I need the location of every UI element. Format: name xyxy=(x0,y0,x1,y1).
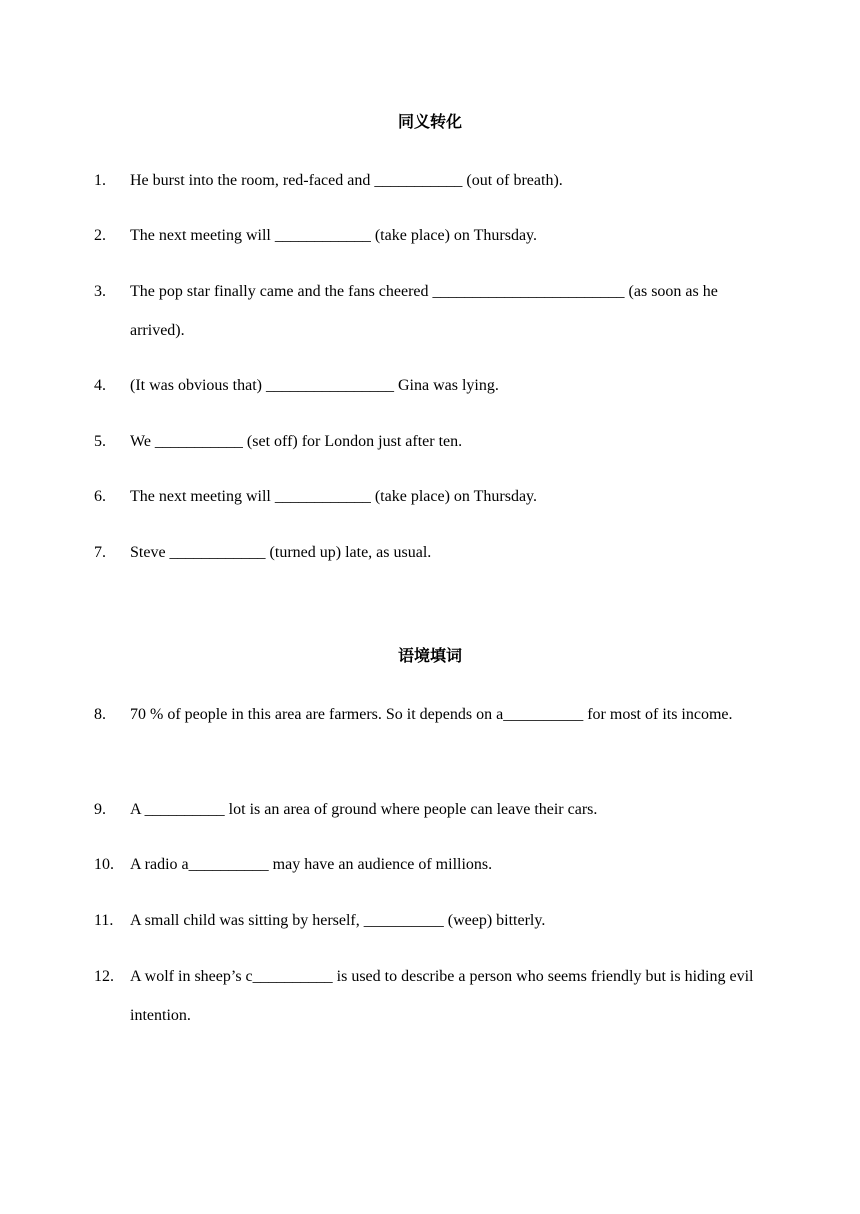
exercise-item-4 xyxy=(94,366,764,405)
section-title-synonym-transformation: 同义转化 xyxy=(397,112,462,131)
item-text: The next meeting will ____________ (take place) on Thursday. xyxy=(130,227,538,244)
exercise-item-3 xyxy=(94,272,764,350)
item-number: 12. xyxy=(94,968,114,985)
item-text: He burst into the room, red-faced and ___________ (out of breath). xyxy=(130,172,563,189)
item-number: 3. xyxy=(94,283,106,300)
item-text: A small child was sitting by herself, __________ (weep) bitterly. xyxy=(130,912,546,929)
exercise-item-12 xyxy=(94,957,764,1035)
exercise-item-11 xyxy=(94,901,764,940)
item-text: A __________ lot is an area of ground where people can leave their cars. xyxy=(130,801,598,818)
item-number: 1. xyxy=(94,172,106,189)
item-number: 10. xyxy=(94,856,114,873)
exercise-item-10 xyxy=(94,845,764,884)
item-text: We ___________ (set off) for London just after ten. xyxy=(130,433,463,450)
item-number: 5. xyxy=(94,433,106,450)
item-number: 2. xyxy=(94,227,106,244)
item-text: 70 % of people in this area are farmers. So it depends on a__________ for most of its income. xyxy=(130,706,733,723)
item-text: The pop star finally came and the fans cheered ________________________ (as soon as he arrived). xyxy=(130,283,718,339)
item-number: 4. xyxy=(94,377,106,394)
exercise-item-5 xyxy=(94,422,764,461)
item-text: (It was obvious that) ________________ Gina was lying. xyxy=(130,377,499,394)
item-number: 6. xyxy=(94,488,106,505)
exercise-item-7 xyxy=(94,533,764,572)
item-number: 9. xyxy=(94,801,106,818)
section-title-context-fill-in: 语境填词 xyxy=(397,646,462,665)
exercise-item-8 xyxy=(94,695,764,734)
item-text: A wolf in sheep’s c__________ is used to describe a person who seems friendly but is hiding evil intention. xyxy=(130,968,754,1024)
item-text: Steve ____________ (turned up) late, as usual. xyxy=(130,544,432,561)
exercise-item-2 xyxy=(94,216,764,255)
item-number: 7. xyxy=(94,544,106,561)
item-number: 11. xyxy=(94,912,114,929)
exercise-item-6 xyxy=(94,477,764,516)
exercise-item-1 xyxy=(94,161,764,200)
item-number: 8. xyxy=(94,706,106,723)
exercise-item-9 xyxy=(94,790,764,829)
item-text: The next meeting will ____________ (take place) on Thursday. xyxy=(130,488,538,505)
item-text: A radio a__________ may have an audience of millions. xyxy=(130,856,493,873)
